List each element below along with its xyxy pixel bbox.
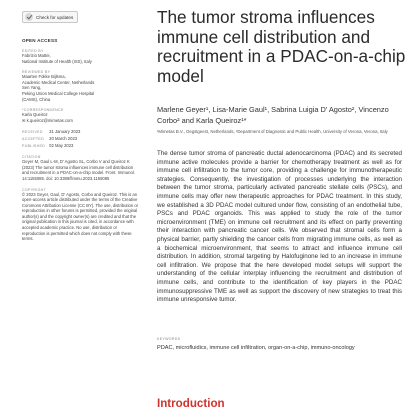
citation-section	[22, 155, 140, 181]
introduction-heading: Introduction	[157, 397, 225, 410]
keywords-list: PDAC, microfluidics, immune cell infiltration, organ-on-a-chip, immuno-oncology	[157, 345, 355, 351]
reviewed-by-label: REVIEWED BY	[22, 70, 51, 75]
edited-by-section	[22, 49, 140, 64]
history-row-received	[22, 129, 140, 136]
article-sidebar	[22, 8, 140, 242]
received-label: RECEIVED	[22, 130, 43, 135]
author-list: Marlene Geyer¹, Lisa-Marie Gaul¹, Sabrina Luigia D' Agosto², Vincenzo Corbo² and Karla Queiroz¹*	[157, 105, 389, 126]
reviewed-by-section	[22, 70, 140, 102]
edited-by-text: Fabrizio Mattei, National Institute of Health (ISS), Italy	[22, 53, 92, 64]
keywords-label: KEYWORDS	[157, 337, 181, 341]
article-header	[157, 8, 412, 135]
copyright-label: COPYRIGHT	[22, 187, 47, 192]
copyright-section	[22, 188, 140, 242]
author-affiliations: ¹Mimetas B.V., Oegstgeest, Netherlands, ²Department of Diagnostic and Public Health, University of Verona, Verona, Italy	[157, 129, 388, 135]
history-section	[22, 129, 140, 149]
check-for-updates-label: Check for updates	[36, 14, 74, 20]
accepted-date: 20 March 2023	[49, 135, 78, 141]
citation-text: Geyer M, Gaul L-M, D' Agosto SL, Corbo V and Queiroz K (2023) The tumor stroma influences immune cell distribution and recruitment in a PDAC-on-a-chip model. Front. Immunol. 14:1155085. doi: 10.3389/fimmu.2023.1155085	[22, 159, 135, 181]
accepted-label: ACCEPTED	[22, 136, 44, 141]
edited-by-label: EDITED BY	[22, 49, 44, 53]
citation-label: CITATION	[22, 155, 41, 160]
check-updates-icon	[25, 13, 33, 21]
copyright-text: © 2023 Geyer, Gaul, D' Agosto, Corbo and Queiroz. This is an open-access article distributed under the terms of the Creative Commons Attribution License (CC BY). The use, distribution or reproduction in other forums is permitted, provided the original author(s) and the copyright owner(s) are credited and that the original publication in this journal is cited, in accordance with accepted academic practice. No use, distribution or reproduction is permitted which does not comply with these terms.	[22, 191, 139, 242]
history-row-accepted	[22, 136, 140, 143]
received-date: 31 January 2023	[49, 129, 81, 135]
correspondence-section	[22, 108, 140, 123]
published-label: PUBLISHED	[22, 143, 46, 148]
reviewed-by-text: Maarten Fokke Bijlsma, Academic Medical Center, Netherlands Sen Yang, Peking Union Medical College Hospital (CAMS), China	[22, 74, 95, 102]
history-row-published	[22, 143, 140, 150]
open-access-label: OPEN ACCESS	[22, 38, 58, 43]
correspondence-text: Karla Queiroz ✉ k.queiroz@mimetas.com	[22, 112, 73, 123]
published-date: 02 May 2023	[49, 142, 74, 148]
article-title: The tumor stroma influences immune cell distribution and recruitment in a PDAC-on-a-chip model	[157, 7, 406, 86]
check-for-updates-button[interactable]	[22, 11, 78, 23]
correspondence-label: *CORRESPONDENCE	[22, 108, 64, 113]
abstract-text: The dense tumor stroma of pancreatic ductal adenocarcinoma (PDAC) and its secreted immune active molecules provide a barrier for chemotherapy treatment as well as for immune cell infiltration to the tumor core, providing a challenge for immunotherapeutic strategies. Consequently, the investigation of processes underlying the interaction between the tumor stroma, particularly activated pancreatic stellate cells (PSCs), and immune cells may offer new therapeutic approaches for PDAC treatment. In this study, we established a 3D PDAC model cultured under flow, consisting of an endothelial tube, PSCs and PDAC organoids. This was applied to study the role of the tumor microenvironment (TME) on immune cell recruitment and its effect on partly preventing their interaction with pancreatic cancer cells. We observed that stromal cells form a physical barrier, partly shielding the cancer cells from migrating immune cells, as well as a biochemical microenvironment, that seems to attract and influence immune cell distribution. In addition, stromal targeting by Halofuginone led to an increase in immune cell infiltration. We propose that the here developed model setups will support the understanding of the cellular interplay influencing the recruitment and distribution of immune cells, and contribute to the identification of key players in the PDAC immunosuppressive TME as well as support the discovery of new strategies to treat this immune unresponsive tumor.	[157, 150, 402, 304]
